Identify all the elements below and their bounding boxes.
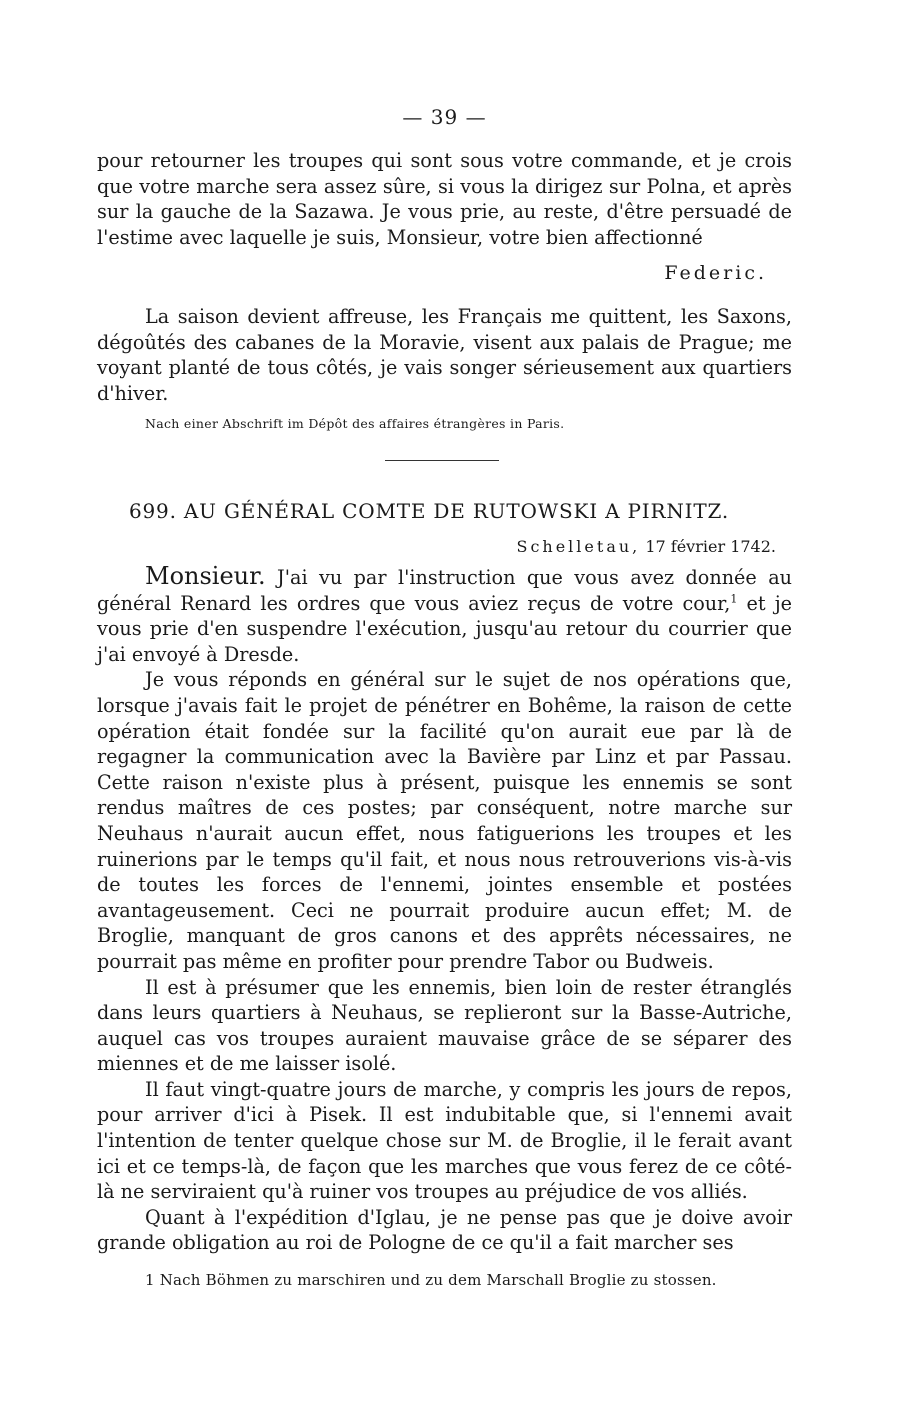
dateline bbox=[516, 537, 776, 556]
letter-paragraph-2: Je vous réponds en général sur le sujet de nos opérations que, lorsque j'avais fait le projet de pénétrer en Bohême, la raison de cette opération était fondée sur la facilité qu'on aurait eue par là de regagner la communication avec la Bavière par Linz et par Passau. Cette raison n'existe plus à présent, puisque les ennemis se sont rendus maîtres de ces postes; par conséquent, notre marche sur Neuhaus n'aurait aucun effet, nous fatiguerions les troupes et les ruinerions par le temps qu'il fait, et nous nous retrouverions vis-à-vis de toutes les forces de l'ennemi, jointes ensemble et postées avantageusement. Ceci ne pourrait produire aucun effet; M. de Broglie, manquant de gros canons et des apprêts nécessaires, ne pourrait pas même en profiter pour prendre Tabor ou Budweis. bbox=[97, 668, 792, 973]
continuation-paragraph: pour retourner les troupes qui sont sous votre commande, et je crois que votre marche sera assez sûre, si vous la dirigez sur Polna, et après sur la gauche de la Sazawa. Je vous prie, au reste, d'être persuadé de l'estime avec laquelle je suis, Monsieur, votre bien affectionné bbox=[97, 149, 792, 249]
footnote-text: Nach Böhmen zu marschiren und zu dem Marschall Broglie zu stossen. bbox=[159, 1271, 717, 1289]
dateline-date: 17 février 1742. bbox=[645, 537, 776, 556]
source-note: Nach einer Abschrift im Dépôt des affaires étrangères in Paris. bbox=[145, 416, 565, 431]
section-separator bbox=[385, 460, 499, 461]
salutation: Monsieur. bbox=[145, 562, 266, 590]
footnote-reference: 1 bbox=[730, 592, 738, 606]
letter-paragraph-3: Il est à présumer que les ennemis, bien loin de rester étranglés dans leurs quartiers à Neuhaus, se replieront sur la Basse-Autriche, auquel cas vos troupes auraient mauvaise grâce de se séparer des miennes et de me laisser isolé. bbox=[97, 975, 792, 1076]
letter-heading: 699. AU GÉNÉRAL COMTE DE RUTOWSKI A PIRNITZ. bbox=[129, 499, 729, 523]
postscript bbox=[97, 304, 792, 406]
paragraph-1-end: et je vous prie d'en suspendre l'exécution, jusqu'au retour du courrier que j'ai envoyé à Dresde. bbox=[97, 591, 792, 666]
postscript-paragraph: La saison devient affreuse, les Français me quittent, les Saxons, dégoûtés des cabanes de la Moravie, visent aux palais de Prague; me voyant planté de tous côtés, je vais songer sérieusement aux quartiers d'hiver. bbox=[97, 305, 792, 405]
signature: Federic. bbox=[664, 262, 767, 284]
letter-paragraph-5: Quant à l'expédition d'Iglau, je ne pense pas que je doive avoir grande obligation au roi de Pologne de ce qu'il a fait marcher ses bbox=[97, 1205, 792, 1255]
letter-continuation bbox=[97, 148, 792, 250]
letter-body bbox=[97, 564, 792, 1256]
letter-paragraph-1 bbox=[97, 564, 792, 667]
dateline-place: Schelletau, bbox=[516, 537, 641, 556]
footnote bbox=[145, 1271, 717, 1289]
footnote-marker: 1 bbox=[145, 1271, 155, 1289]
letter-paragraph-4: Il faut vingt-quatre jours de marche, y compris les jours de repos, pour arriver d'ici à Pisek. Il est indubitable que, si l'ennemi avait l'intention de tenter quelque chose sur M. de Broglie, il le ferait avant ici et ce temps-là, de façon que les marches que vous ferez de ce côté-là ne serviraient qu'à ruiner vos troupes au préjudice de vos alliés. bbox=[97, 1077, 792, 1204]
paragraph-1-text: J'ai vu par l'instruction que vous avez donnée au général Renard les ordres que vous aviez reçus de votre cour, bbox=[97, 566, 792, 615]
page-number: — 39 — bbox=[402, 105, 487, 129]
